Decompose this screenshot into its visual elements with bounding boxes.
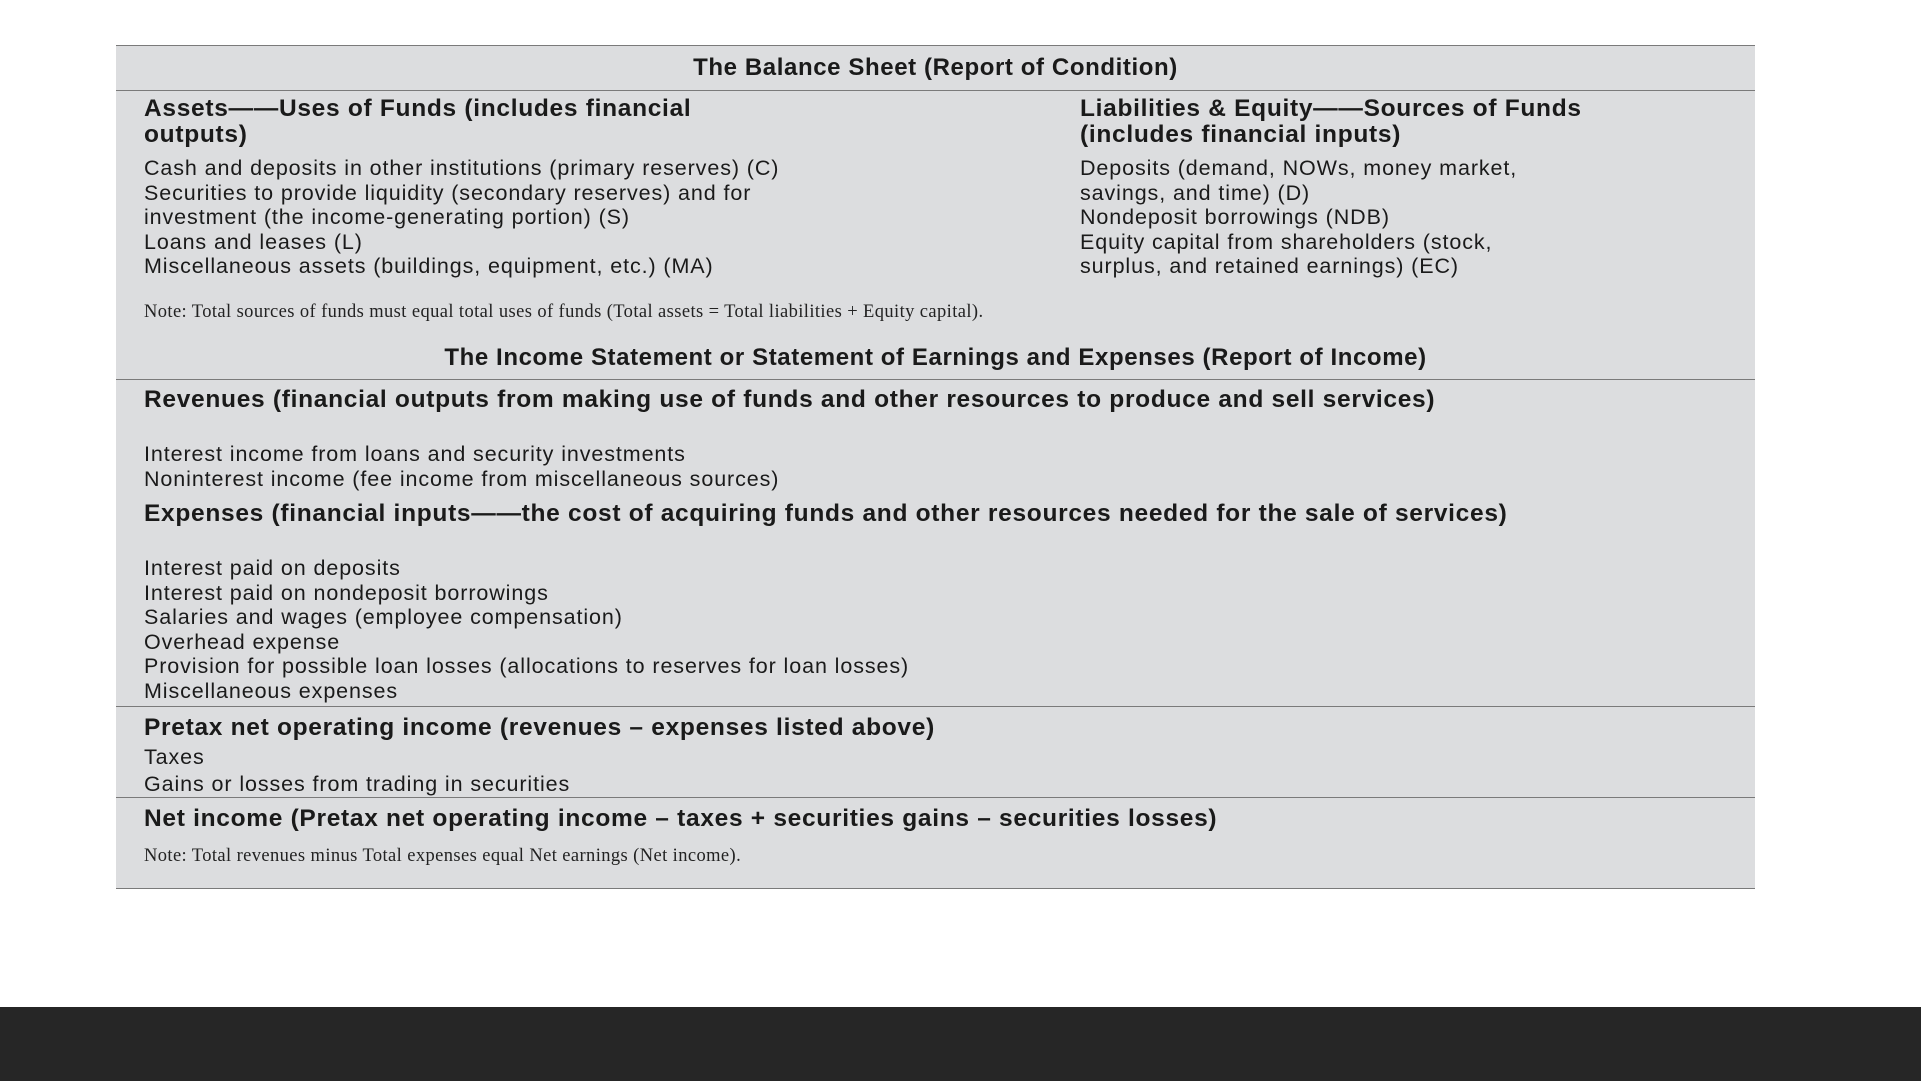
revenues-heading: Revenues (financial outputs from making use of funds and other resources to produce and sell services) (144, 386, 1436, 413)
list-item: investment (the income-generating portion) (S) (144, 205, 630, 229)
list-item: Overhead expense (144, 629, 341, 654)
list-item: Deposits (demand, NOWs, money market, (1080, 156, 1518, 180)
pretax-list (144, 744, 570, 798)
list-item: Nondeposit borrowings (NDB) (1080, 205, 1390, 229)
assets-list (144, 156, 779, 279)
income-title-divider (116, 379, 1755, 380)
pretax-heading: Pretax net operating income (revenues – expenses listed above) (144, 714, 935, 741)
balance-sheet-title: The Balance Sheet (Report of Condition) (693, 54, 1178, 81)
income-statement-title: The Income Statement or Statement of Earnings and Expenses (Report of Income) (444, 344, 1427, 371)
list-item: Loans and leases (L) (144, 229, 363, 254)
pretax-divider (116, 706, 1755, 707)
expenses-list (144, 556, 909, 703)
list-item: Salaries and wages (employee compensation) (144, 605, 623, 629)
revenues-list (144, 442, 779, 491)
list-item: Interest income from loans and security investments (144, 442, 686, 466)
list-item: Gains or losses from trading in securities (144, 772, 571, 796)
liabilities-heading: Liabilities & Equity——Sources of Funds (includes financial inputs) (1080, 95, 1582, 148)
list-item: Provision for possible loan losses (allocations to reserves for loan losses) (144, 654, 910, 678)
financial-statements-table (116, 45, 1755, 889)
bottom-bar (0, 1007, 1921, 1081)
list-item: surplus, and retained earnings) (EC) (1080, 254, 1459, 278)
balance-sheet-note: Note: Total sources of funds must equal total uses of funds (Total assets = Total liabilities + Equity capital). (144, 302, 984, 322)
list-item: savings, and time) (D) (1080, 180, 1311, 205)
list-item: Equity capital from shareholders (stock, (1080, 229, 1493, 254)
list-item: Taxes (144, 745, 205, 769)
expenses-heading: Expenses (financial inputs——the cost of acquiring funds and other resources needed for the sale of services) (144, 500, 1508, 527)
list-item: Securities to provide liquidity (secondary reserves) and for (144, 180, 752, 205)
title-divider (116, 90, 1755, 91)
assets-heading: Assets——Uses of Funds (includes financial outputs) (144, 95, 692, 148)
list-item: Cash and deposits in other institutions (primary reserves) (C) (144, 156, 780, 180)
liabilities-list (1080, 156, 1517, 279)
net-income-heading: Net income (Pretax net operating income – taxes + securities gains – securities losses) (144, 805, 1218, 832)
list-item: Miscellaneous assets (buildings, equipment, etc.) (MA) (144, 254, 714, 278)
list-item: Noninterest income (fee income from miscellaneous sources) (144, 466, 780, 491)
net-income-divider (116, 797, 1755, 798)
income-statement-note: Note: Total revenues minus Total expenses equal Net earnings (Net income). (144, 846, 742, 866)
list-item: Interest paid on deposits (144, 556, 401, 580)
list-item: Interest paid on nondeposit borrowings (144, 580, 549, 605)
list-item: Miscellaneous expenses (144, 678, 399, 703)
